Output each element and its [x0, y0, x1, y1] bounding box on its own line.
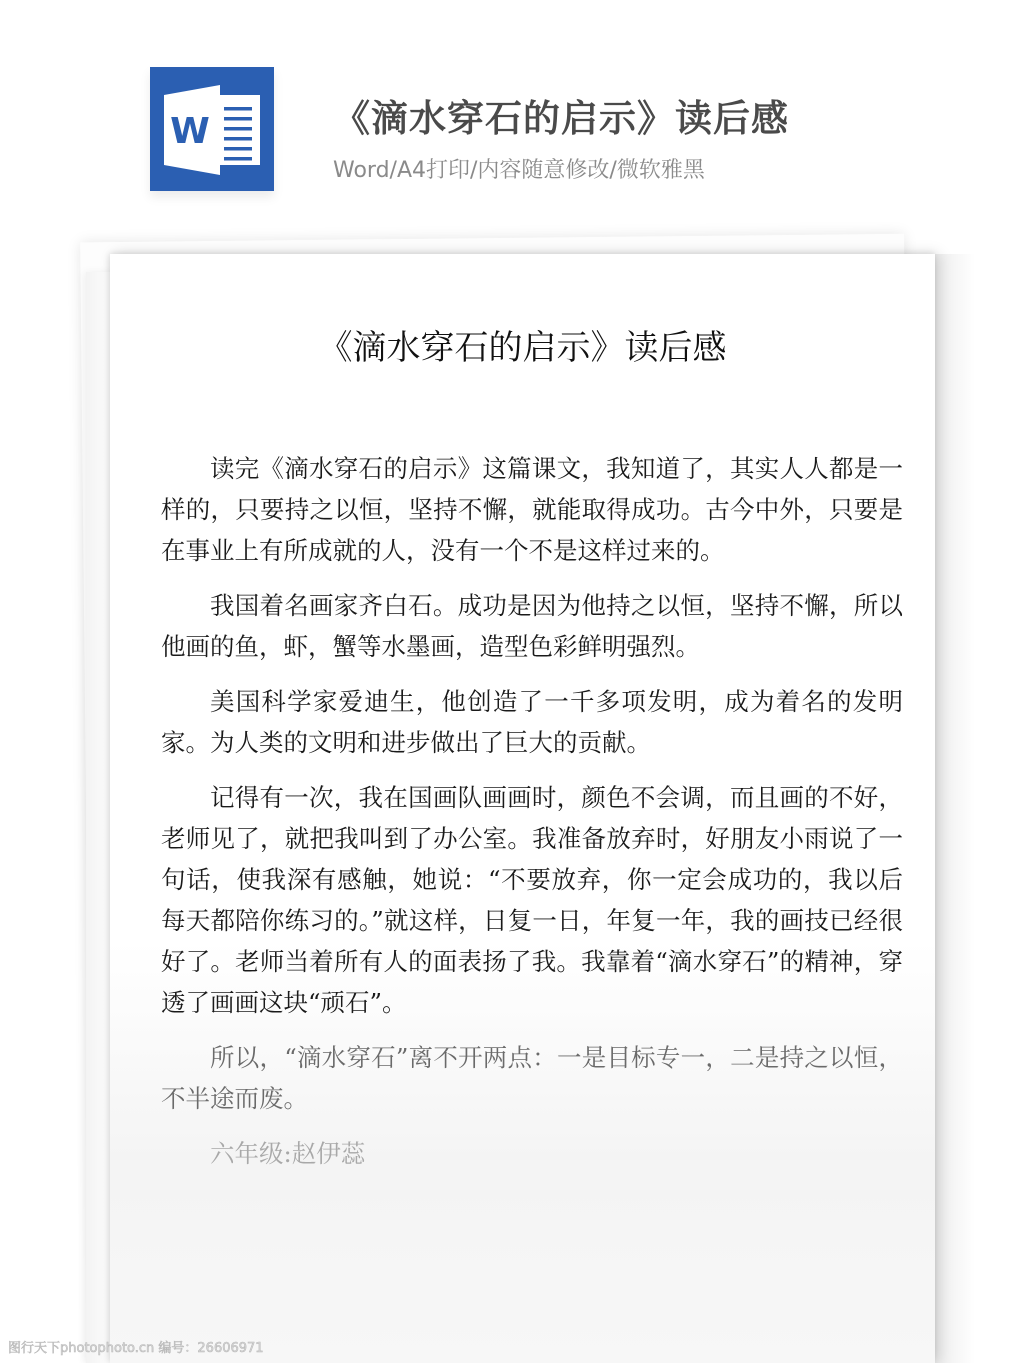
document-title: 《滴水穿石的启示》读后感 [318, 328, 727, 368]
svg-text:W: W [170, 111, 210, 152]
word-document-icon [150, 67, 274, 191]
document-body [161, 448, 903, 1188]
header [0, 0, 1024, 230]
paragraph: 读完《滴水穿石的启示》这篇课文，我知道了，其实人人都是一样的，只要持之以恒，坚持不懈，就能取得成功。古今中外，只要是在事业上有所成就的人，没有一个不是这样过来的。 [161, 454, 903, 565]
paragraph: 美国科学家爱迪生，他创造了一千多项发明，成为着名的发明家。为人类的文明和进步做出了巨大的贡献。 [161, 687, 903, 757]
document-page [110, 254, 935, 1363]
header-title: 《滴水穿石的启示》读后感 [333, 97, 789, 140]
signature: 六年级:赵伊蕊 [210, 1139, 366, 1168]
paragraph: 我国着名画家齐白石。成功是因为他持之以恒，坚持不懈，所以他画的鱼，虾，蟹等水墨画，造型色彩鲜明强烈。 [161, 591, 903, 661]
paragraph: 记得有一次，我在国画队画画时，颜色不会调，而且画的不好，老师见了，就把我叫到了办公室。我准备放弃时，好朋友小雨说了一句话，使我深有感触，她说：“不要放弃，你一定会成功的，我以后每天都陪你练习的。”就这样，日复一日，年复一年，我的画技已经很好了。老师当着所有人的面表扬了我。我靠着“滴水穿石”的精神，穿透了画画这块“顽石”。 [161, 783, 903, 1017]
watermark: 图行天下photophoto.cn 编号：26606971 [8, 1341, 264, 1356]
header-subtitle: Word/A4打印/内容随意修改/微软雅黑 [333, 158, 705, 183]
paper-shadow [935, 254, 975, 1363]
paragraph: 所以，“滴水穿石”离不开两点：一是目标专一，二是持之以恒，不半途而废。 [161, 1043, 903, 1113]
